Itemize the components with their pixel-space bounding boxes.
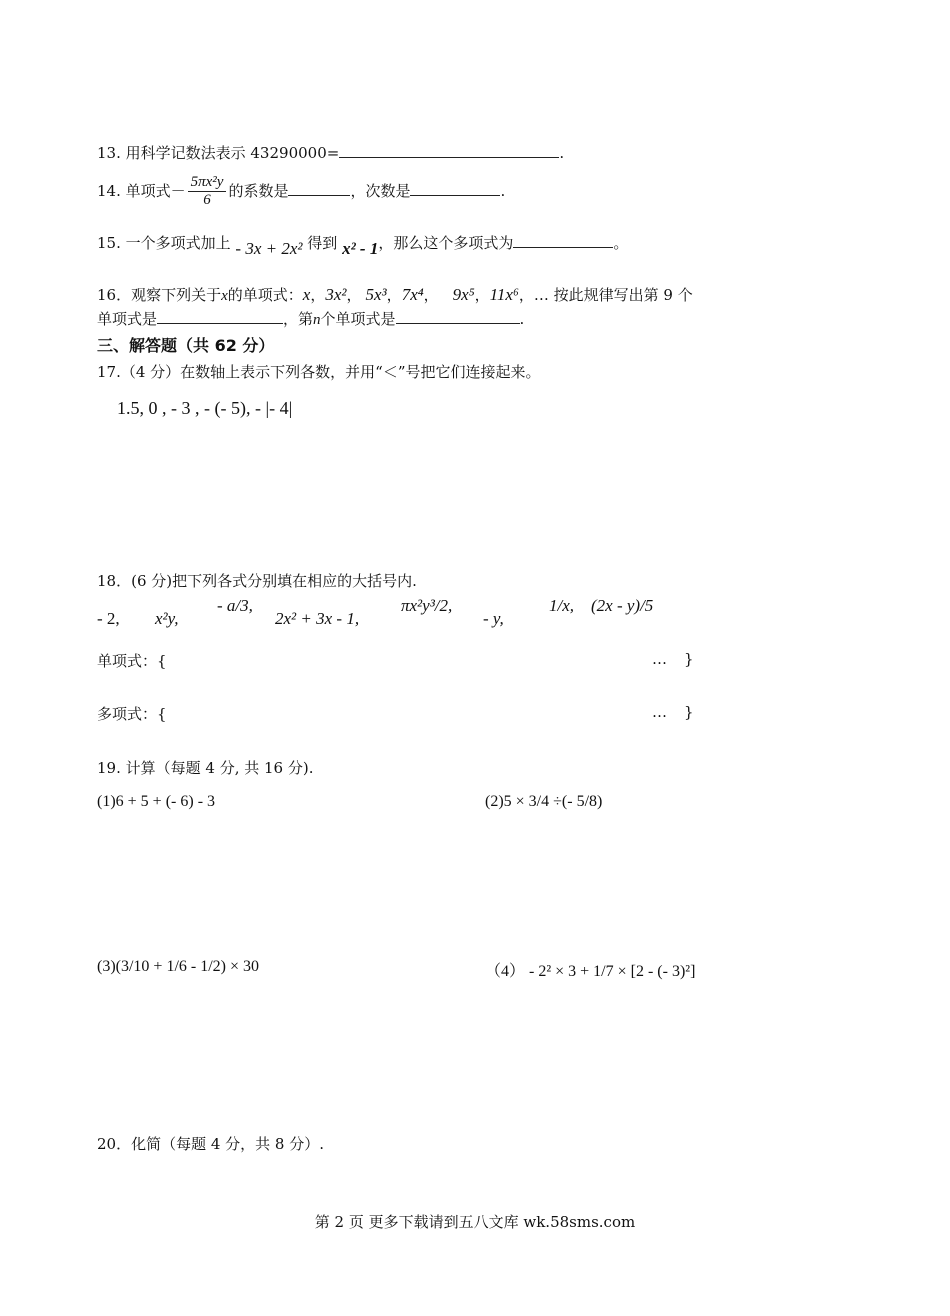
- q16-term-2: 3x²: [325, 285, 347, 304]
- section-3-title: 三、解答题（共 62 分）: [97, 336, 275, 355]
- q15-expression-1: - 3x + 2x²: [235, 239, 303, 258]
- question-17-numbers: 1.5, 0 , - 3 , - (- 5), - |- 4|: [117, 398, 293, 418]
- question-17-label: 17.（4 分）在数轴上表示下列各数，并用“＜”号把它们连接起来。: [97, 363, 541, 381]
- q18-item-8: (2x - y)/5: [591, 596, 654, 615]
- q19-problem-4: （4） - 2² × 3 + 1/7 × [2 - (- 3)²]: [485, 963, 696, 980]
- question-20-label: 20．化简（每题 4 分，共 8 分）.: [97, 1135, 325, 1153]
- q15-tail: ，那么这个多项式为: [378, 234, 514, 252]
- q14-coefficient-blank[interactable]: [288, 181, 350, 196]
- q16-ninth-term-blank[interactable]: [157, 309, 283, 324]
- question-13: [97, 142, 564, 163]
- q18-polynomial-ellipsis: …: [652, 703, 667, 721]
- question-15: [97, 232, 629, 258]
- q14-fraction: [188, 174, 227, 210]
- q16-line1b: 的单项式：: [227, 286, 303, 304]
- q16-line1: 16．观察下列关于: [97, 286, 222, 304]
- question-19-label: 19. 计算（每题 4 分, 共 16 分).: [97, 759, 314, 777]
- q16-variable: x: [221, 288, 228, 304]
- q16-term-6: 11x⁶: [489, 285, 519, 304]
- q15-mid: 得到: [307, 234, 338, 252]
- q14-numerator: 5πx²y: [188, 174, 227, 192]
- q13-answer-blank[interactable]: [339, 143, 559, 158]
- q19-problem-3: (3)(3/10 + 1/6 - 1/2) × 30: [97, 958, 260, 975]
- q15-answer-blank[interactable]: [513, 233, 613, 248]
- q16-end: .: [519, 310, 525, 328]
- page-footer: 第 2 页 更多下载请到五八文库 wk.58sms.com: [314, 1213, 636, 1231]
- q14-label: 14. 单项式－: [97, 181, 186, 200]
- q13-label: 13. 用科学记数法表示 43290000=: [97, 144, 340, 162]
- q14-mid2: ，次数是: [350, 181, 411, 200]
- q16-line2c: 个单项式是: [320, 310, 396, 328]
- q13-end: .: [559, 144, 565, 162]
- q19-problem-2: (2)5 × 3/4 ÷(- 5/8): [485, 793, 603, 810]
- question-14: [97, 174, 505, 210]
- q18-item-3: - a/3,: [217, 596, 253, 615]
- q16-term-4: 7x⁴: [401, 285, 424, 304]
- q14-degree-blank[interactable]: [410, 181, 500, 196]
- q16-term-1: x: [302, 285, 311, 304]
- q16-n-variable: n: [313, 312, 321, 328]
- q18-item-5: πx²y³/2,: [401, 596, 453, 615]
- q18-item-7: 1/x,: [549, 596, 575, 615]
- q19-problem-1: (1)6 + 5 + (- 6) - 3: [97, 793, 216, 810]
- q14-end: .: [500, 181, 506, 200]
- q18-item-1: - 2,: [97, 609, 120, 628]
- q14-mid: 的系数是: [228, 181, 289, 200]
- q16-line2a: 单项式是: [97, 310, 158, 328]
- question-16-line-2: [97, 308, 524, 329]
- question-18-items: [97, 596, 654, 646]
- q18-polynomial-label: 多项式：{: [97, 705, 167, 723]
- q16-nth-term-blank[interactable]: [396, 309, 520, 324]
- q15-label: 15. 一个多项式加上: [97, 234, 231, 252]
- q18-item-4: 2x² + 3x - 1,: [275, 609, 360, 628]
- q14-denominator: 6: [203, 192, 211, 209]
- q18-monomial-close: }: [684, 650, 694, 668]
- q15-expression-2: x² - 1: [342, 239, 379, 258]
- q16-line2b: ，第: [283, 310, 314, 328]
- q16-term-3: 5x³: [365, 285, 387, 304]
- question-16-line-1: 16．观察下列关于x的单项式：x，3x²， 5x³，7x⁴， 9x⁵，11x⁶，… 按此规律写出第 9 个: [97, 285, 693, 304]
- q18-item-6: - y,: [483, 609, 504, 628]
- q18-polynomial-close: }: [684, 703, 694, 721]
- q18-monomial-ellipsis: …: [652, 650, 667, 668]
- q18-item-2: x²y,: [155, 609, 179, 628]
- q18-monomial-label: 单项式：{: [97, 652, 167, 670]
- q16-term-5: 9x⁵: [452, 285, 475, 304]
- question-18-label: 18．(6 分)把下列各式分别填在相应的大括号内.: [97, 572, 417, 590]
- q15-end: 。: [613, 234, 629, 252]
- q16-line1c: ，… 按此规律写出第 9 个: [518, 286, 693, 304]
